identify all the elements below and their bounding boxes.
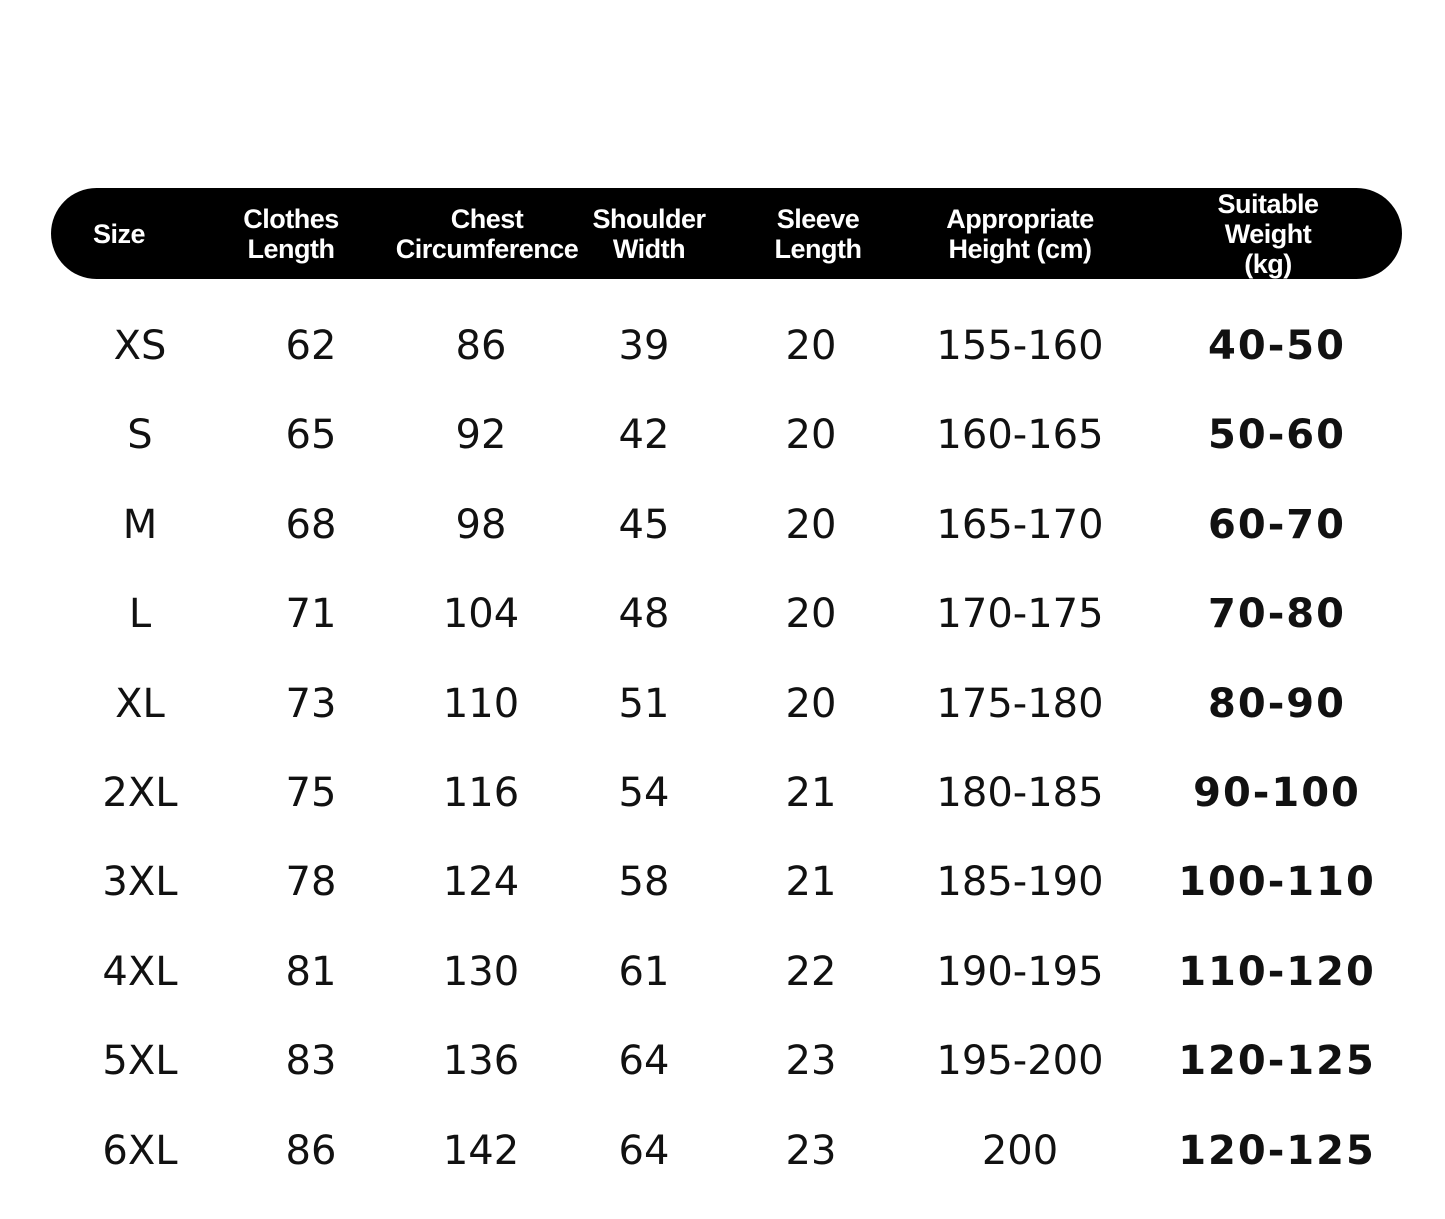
cell-shoulder-width: 51 xyxy=(618,680,670,727)
cell-sleeve-length: 20 xyxy=(785,412,837,459)
table-row xyxy=(0,674,1445,734)
cell-size: 2XL xyxy=(102,770,178,816)
cell-chest-circumference: 104 xyxy=(442,591,520,638)
cell-size: XL xyxy=(115,680,165,727)
header-chest-circumference: Chest Circumference xyxy=(395,203,579,264)
cell-shoulder-width: 39 xyxy=(618,323,670,369)
cell-suitable-weight: 80-90 xyxy=(1208,680,1346,727)
cell-clothes-length: 83 xyxy=(285,1038,337,1085)
table-row xyxy=(0,942,1445,1002)
cell-suitable-weight: 50-60 xyxy=(1208,412,1346,459)
cell-suitable-weight: 120-125 xyxy=(1178,1127,1376,1174)
cell-chest-circumference: 116 xyxy=(442,770,520,816)
cell-chest-circumference: 98 xyxy=(455,501,507,548)
cell-appropriate-height: 175-180 xyxy=(936,680,1104,727)
cell-clothes-length: 68 xyxy=(285,501,337,548)
cell-appropriate-height: 165-170 xyxy=(936,501,1104,548)
table-row xyxy=(0,405,1445,465)
cell-sleeve-length: 21 xyxy=(785,859,837,906)
cell-chest-circumference: 124 xyxy=(442,859,520,906)
cell-shoulder-width: 61 xyxy=(618,948,670,995)
cell-size: 4XL xyxy=(102,948,178,995)
cell-clothes-length: 81 xyxy=(285,948,337,995)
cell-size: XS xyxy=(113,323,167,369)
header-appropriate-height: Appropriate Height (cm) xyxy=(946,203,1094,264)
cell-suitable-weight: 90-100 xyxy=(1193,770,1361,816)
cell-appropriate-height: 155-160 xyxy=(936,323,1104,369)
cell-sleeve-length: 20 xyxy=(785,501,837,548)
cell-size: 3XL xyxy=(102,859,178,906)
cell-sleeve-length: 23 xyxy=(785,1127,837,1174)
header-shoulder-width: Shoulder Width xyxy=(592,203,706,264)
cell-shoulder-width: 54 xyxy=(618,770,670,816)
cell-clothes-length: 78 xyxy=(285,859,337,906)
cell-clothes-length: 71 xyxy=(285,591,337,638)
header-sleeve-length: Sleeve Length xyxy=(774,203,862,264)
table-row xyxy=(0,584,1445,644)
cell-appropriate-height: 180-185 xyxy=(936,770,1104,816)
cell-chest-circumference: 110 xyxy=(442,680,520,727)
cell-appropriate-height: 170-175 xyxy=(936,591,1104,638)
table-row xyxy=(0,495,1445,555)
cell-size: S xyxy=(127,412,153,459)
cell-appropriate-height: 185-190 xyxy=(936,859,1104,906)
table-row xyxy=(0,1121,1445,1181)
cell-size: 6XL xyxy=(102,1127,178,1174)
cell-chest-circumference: 92 xyxy=(455,412,507,459)
cell-shoulder-width: 42 xyxy=(618,412,670,459)
cell-sleeve-length: 23 xyxy=(785,1038,837,1085)
cell-shoulder-width: 45 xyxy=(618,501,670,548)
cell-shoulder-width: 64 xyxy=(618,1038,670,1085)
cell-clothes-length: 73 xyxy=(285,680,337,727)
cell-sleeve-length: 20 xyxy=(785,680,837,727)
cell-suitable-weight: 70-80 xyxy=(1208,591,1346,638)
cell-appropriate-height: 200 xyxy=(981,1127,1059,1174)
table-row xyxy=(0,316,1445,376)
cell-appropriate-height: 190-195 xyxy=(936,948,1104,995)
header-clothes-length: Clothes Length xyxy=(243,203,339,264)
cell-clothes-length: 65 xyxy=(285,412,337,459)
cell-shoulder-width: 48 xyxy=(618,591,670,638)
cell-suitable-weight: 120-125 xyxy=(1178,1038,1376,1085)
cell-sleeve-length: 20 xyxy=(785,323,837,369)
cell-suitable-weight: 100-110 xyxy=(1178,859,1376,906)
cell-chest-circumference: 86 xyxy=(455,323,507,369)
cell-size: L xyxy=(128,591,152,638)
cell-size: M xyxy=(122,501,158,548)
cell-suitable-weight: 60-70 xyxy=(1208,501,1346,548)
cell-chest-circumference: 130 xyxy=(442,948,520,995)
cell-shoulder-width: 64 xyxy=(618,1127,670,1174)
header-size: Size xyxy=(92,218,146,249)
cell-suitable-weight: 40-50 xyxy=(1208,323,1346,369)
cell-sleeve-length: 22 xyxy=(785,948,837,995)
cell-clothes-length: 62 xyxy=(285,323,337,369)
cell-suitable-weight: 110-120 xyxy=(1178,948,1376,995)
table-row xyxy=(0,1031,1445,1091)
cell-sleeve-length: 21 xyxy=(785,770,837,816)
cell-clothes-length: 75 xyxy=(285,770,337,816)
cell-shoulder-width: 58 xyxy=(618,859,670,906)
cell-size: 5XL xyxy=(102,1038,178,1085)
cell-appropriate-height: 195-200 xyxy=(936,1038,1104,1085)
cell-clothes-length: 86 xyxy=(285,1127,337,1174)
header-suitable-weight: Suitable Weight (kg) xyxy=(1217,188,1319,279)
cell-chest-circumference: 136 xyxy=(442,1038,520,1085)
cell-appropriate-height: 160-165 xyxy=(936,412,1104,459)
table-row xyxy=(0,763,1445,823)
cell-chest-circumference: 142 xyxy=(442,1127,520,1174)
cell-sleeve-length: 20 xyxy=(785,591,837,638)
table-row xyxy=(0,852,1445,912)
